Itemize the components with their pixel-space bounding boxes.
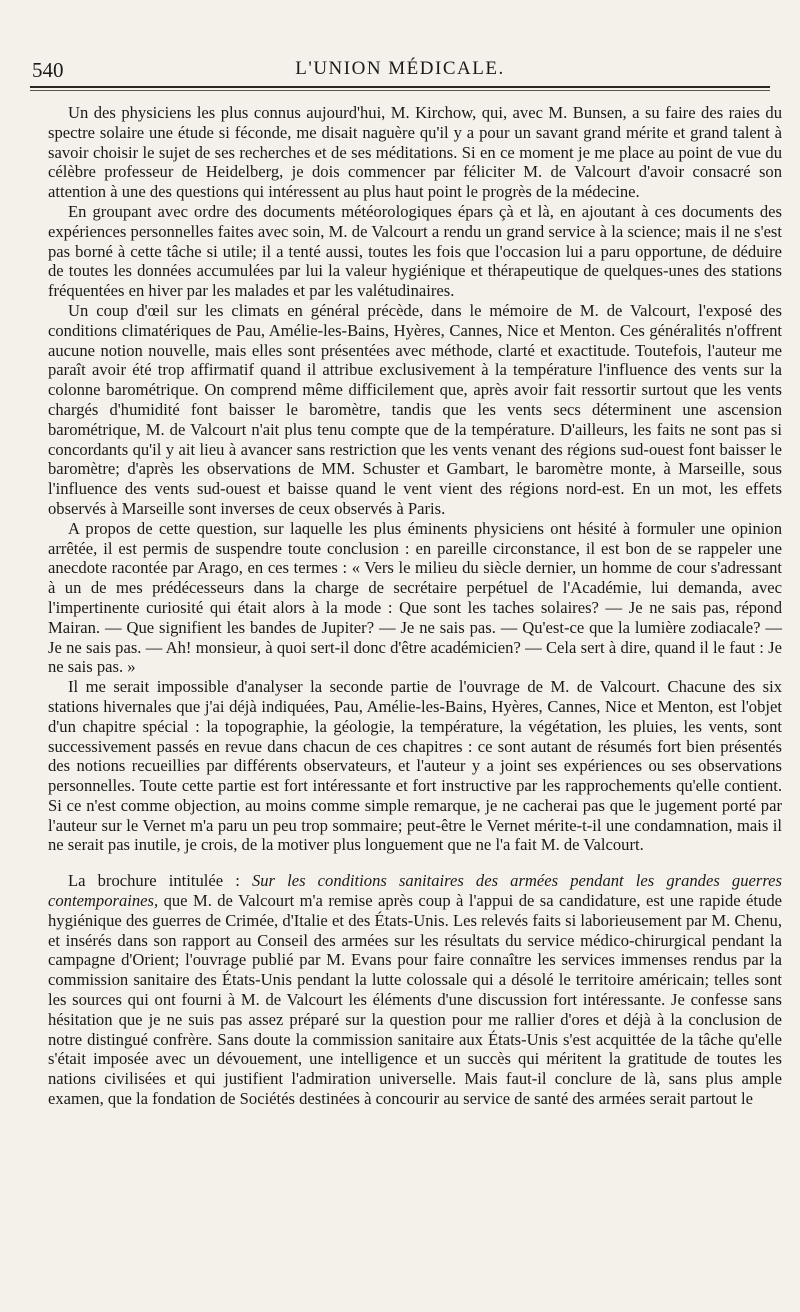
header-rule [30, 86, 770, 88]
paragraph-2: En groupant avec ordre des documents météorologiques épars çà et là, en ajoutant à ces documents des expériences personnelles faites avec soin, M. de Valcourt a rendu un grand service à la science; mais il ne s'est pas borné à cette tâche si utile; il a tenté aussi, toutes les fois que l'occasion lui a paru opportune, de déduire de toutes les données accumulées par lui la valeur hygiénique et thérapeutique de quelques-unes des stations fréquentées en hiver par les malades et par les valétudinaires. [48, 201, 782, 301]
article-body [48, 103, 782, 1109]
page-number: 540 [32, 58, 64, 82]
page-header [30, 52, 770, 92]
paragraph-4: A propos de cette question, sur laquelle les plus éminents physiciens ont hésité à formuler une opinion arrêtée, il est permis de suspendre toute conclusion : en pareille circonstance, il est bon de se rappeler une anecdote racontée par Arago, en ces termes : « Vers le milieu du siècle dernier, un homme de cour s'adressant à un de mes prédécesseurs dans la charge de secrétaire perpétuel de l'Académie, lui demanda, avec l'impertinente curiosité qui était alors à la mode : Que sont les taches solaires? — Je ne sais pas, répond Mairan. — Que signifient les bandes de Jupiter? — Je ne sais pas. — Qu'est-ce que la lumière zodiacale? — Je ne sais pas. — Ah! monsieur, à quoi sert-il donc d'être académicien? — Cela sert à dire, quand il le faut : Je ne sais pas. » [48, 518, 782, 677]
brochure-title: Sur les conditions sanitaires des armées pendant les grandes guerres contemporaines, [48, 871, 782, 911]
paragraph-3: Un coup d'œil sur les climats en général précède, dans le mémoire de M. de Valcourt, l'exposé des conditions climatériques de Pau, Amélie-les-Bains, Hyères, Cannes, Nice et Menton. Ces généralités n'offrent aucune notion nouvelle, mais elles sont présentées avec méthode, clarté et exactitude. Toutefois, l'auteur me paraît avoir été trop affirmatif quand il attribue exclusivement à la température l'influence des vents sur la colonne barométrique. On comprend même difficilement que, après avoir fait ressortir surtout que les vents chargés d'humidité font baisser le baromètre, tandis que les vents secs déterminent une ascension barométrique, M. de Valcourt n'ait plus tenu compte que de la température. D'ailleurs, les faits ne sont pas si concordants qu'il y ait lieu à avancer sans restriction que les vents venant des régions sud-ouest font baisser le baromètre; d'après les observations de MM. Schuster et Gambart, le baromètre monte, à Marseille, sous l'influence des vents sud-ouest et baisse quand le vent vient des régions nord-est. En un mot, les effets observés à Marseille sont inverses de ceux observés à Paris. [48, 300, 782, 518]
paragraph-5: Il me serait impossible d'analyser la seconde partie de l'ouvrage de M. de Valcourt. Chacune des six stations hivernales que j'ai déjà indiquées, Pau, Amélie-les-Bains, Hyères, Cannes, Nice et Menton, est l'objet d'un chapitre spécial : la topographie, la géologie, la température, la végétation, les pluies, les vents, sont successivement passés en revue dans chacun de ces chapitres : ce sont autant de résumés fort bien présentés des notions recueillies par différents observateurs, et l'auteur y a joint ses expériences ou ses observations personnelles. Toute cette partie est fort intéressante et fort instructive par les rapprochements qu'elle contient. Si ce n'est comme objection, au moins comme simple remarque, je ne cacherai pas que le jugement porté par l'auteur sur le Vernet m'a paru un peu trop sommaire; peut-être le Vernet mérite-t-il une condamnation, mais il ne serait pas inutile, je crois, de la motiver plus longuement que ne l'a fait M. de Valcourt. [48, 677, 782, 855]
journal-title: L'UNION MÉDICALE. [295, 58, 505, 79]
paragraph-6-rest: que M. de Valcourt m'a remise après coup à l'appui de sa candidature, est une rapide étude hygiénique des guerres de Crimée, d'Italie et des États-Unis. Les relevés faits si laborieusement par M. Chenu, et insérés dans son rapport au Conseil des armées sur les résultats du service médico-chirurgical pendant la campagne d'Orient; l'ouvrage publié par M. Evans pour faire connaître les services immenses rendus par la commission sanitaire des États-Unis pendant la lutte colossale qui a désolé le territoire américain; telles sont les sources qui ont fourni à M. de Valcourt les éléments d'une discussion fort intéressante. Je confesse sans hésitation que je ne suis pas assez préparé sur la question pour me rallier d'ores et déjà à la conclusion de notre distingué confrère. Sans doute la commission sanitaire aux États-Unis s'est acquittée de la tâche qu'elle s'était imposée avec un dévouement, une intelligence et un succès qui méritent la gratitude de toutes les nations civilisées et qui justifient l'admiration universelle. Mais faut-il conclure de là, sans plus ample examen, que la fondation de Sociétés destinées à concourir au service de santé des armées serait partout le [48, 891, 782, 1109]
paragraph-1: Un des physiciens les plus connus aujourd'hui, M. Kirchow, qui, avec M. Bunsen, a su faire des raies du spectre solaire une étude si féconde, me disait naguère qu'il y a pour un savant grand mérite et grand talent à savoir choisir le sujet de ses recherches et de ses méditations. Si en ce moment je me place au point de vue du célèbre professeur de Heidelberg, je dois commencer par féliciter M. de Valcourt d'avoir consacré son attention à une des questions qui intéressent au plus haut point le progrès de la médecine. [48, 103, 782, 202]
header-rule-thin [30, 90, 770, 91]
paragraph-6-lead: La brochure intitulée : [68, 871, 252, 891]
paragraph-6 [48, 871, 782, 1109]
